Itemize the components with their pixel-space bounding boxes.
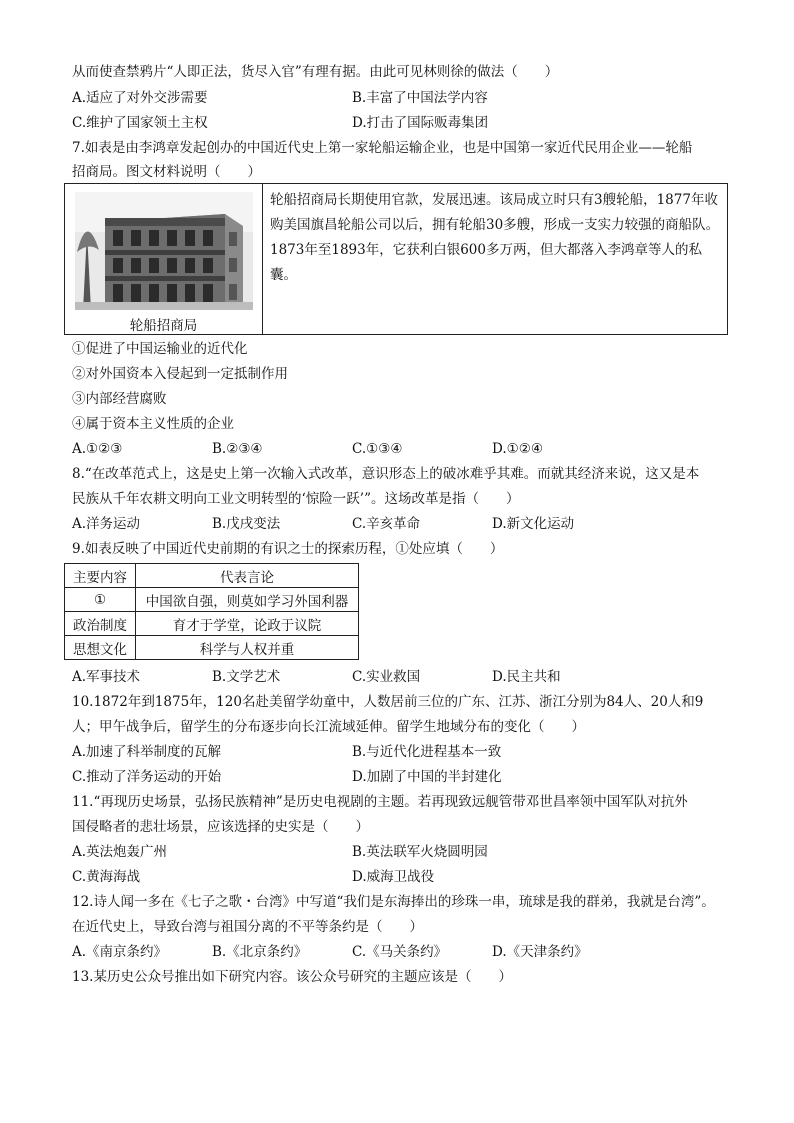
q9-option-b: B.文学艺术 — [212, 669, 281, 685]
q10-option-d: D.加剧了中国的半封建化 — [352, 769, 502, 785]
q11-option-b: B.英法联军火烧圆明园 — [352, 844, 488, 860]
table-cell: 政治制度 — [65, 612, 136, 636]
q7-statement-1: ①促进了中国运输业的近代化 — [72, 341, 248, 357]
q8-option-a: A.洋务运动 — [72, 516, 141, 532]
q9-option-c: C.实业救国 — [352, 669, 421, 685]
q10-stem-line1: 10.1872年到1875年，120名赴美留学幼童中，人数居前三位的广东、江苏、浙江分别为84人、20人和9 — [72, 694, 704, 710]
table-row — [65, 612, 359, 636]
q8-option-c: C.辛亥革命 — [352, 516, 421, 532]
q12-option-c: C.《马关条约》 — [352, 944, 448, 960]
q7-statement-2: ②对外国资本入侵起到一定抵制作用 — [72, 366, 288, 382]
q12-stem-line2: 在近代史上，导致台湾与祖国分离的不平等条约是（ ） — [72, 919, 423, 935]
table-header: 代表言论 — [136, 564, 359, 588]
q7-stem-line1: 7.如表是由李鸿章发起创办的中国近代史上第一家轮船运输企业，也是中国第一家近代民用企业——轮船 — [72, 140, 693, 156]
table-row — [65, 588, 359, 612]
table-header-row — [65, 564, 359, 588]
q6-option-b: B.丰富了中国法学内容 — [352, 90, 488, 106]
q12-stem-line1: 12.诗人闻一多在《七子之歌・台湾》中写道“我们是东海捧出的珍珠一串，琉球是我的群弟，我就是台湾”。 — [72, 894, 715, 910]
table-cell: 科学与人权并重 — [136, 636, 359, 660]
q10-option-c: C.推动了洋务运动的开始 — [72, 769, 222, 785]
q9-stem: 9.如表反映了中国近代史前期的有识之士的探索历程，①处应填（ ） — [72, 541, 504, 557]
q8-option-b: B.戊戌变法 — [212, 516, 281, 532]
q8-option-d: D.新文化运动 — [492, 516, 575, 532]
q7-statement-4: ④属于资本主义性质的企业 — [72, 416, 234, 432]
q12-option-a: A.《南京条约》 — [72, 944, 168, 960]
q6-option-a: A.适应了对外交涉需要 — [72, 90, 208, 106]
q10-option-b: B.与近代化进程基本一致 — [352, 744, 502, 760]
figure-caption: 轮船招商局 — [129, 318, 198, 333]
q7-stem-line2: 招商局。图文材料说明（ ） — [72, 164, 261, 180]
q7-figure-table — [64, 183, 728, 335]
q7-option-b: B.②③④ — [212, 441, 263, 457]
q11-option-a: A.英法炮轰广州 — [72, 844, 168, 860]
figure-text: 轮船招商局长期使用官款，发展迅速。该局成立时只有3艘轮船，1877年收购美国旗昌轮船公司以后，拥有轮船30多艘，形成一支实力较强的商船队。1873年至1893年，它获利白银600多万两，但大都落入李鸿章等人的私囊。 — [270, 192, 720, 283]
table-header: 主要内容 — [65, 564, 136, 588]
q11-stem-line1: 11.“再现历史场景，弘扬民族精神”是历史电视剧的主题。若再现致远舰管带邓世昌率领中国军队对抗外 — [72, 794, 688, 810]
q10-option-a: A.加速了科举制度的瓦解 — [72, 744, 222, 760]
table-cell: 中国欲自强，则莫如学习外国利器 — [136, 588, 359, 612]
table-cell: 思想文化 — [65, 636, 136, 660]
q11-option-d: D.威海卫战役 — [352, 869, 435, 885]
q7-option-c: C.①③④ — [352, 441, 403, 457]
table-cell: 育才于学堂，论政于议院 — [136, 612, 359, 636]
q12-option-d: D.《天津条约》 — [492, 944, 588, 960]
q6-option-d: D.打击了国际贩毒集团 — [352, 115, 489, 131]
q7-statement-3: ③内部经营腐败 — [72, 391, 167, 407]
table-divider — [262, 184, 263, 334]
q7-option-a: A.①②③ — [72, 441, 123, 457]
building-photo — [75, 192, 253, 310]
table-row — [65, 636, 359, 660]
q8-stem-line2: 民族从千年农耕文明向工业文明转型的‘惊险一跃’”。这场改革是指（ ） — [72, 491, 520, 507]
q6-stem-end: 从而使查禁鸦片“人即正法，货尽入官”有理有据。由此可见林则徐的做法（ ） — [72, 64, 559, 80]
q9-table — [64, 563, 359, 660]
table-cell: ① — [65, 588, 136, 612]
q6-option-c: C.维护了国家领土主权 — [72, 115, 208, 131]
q12-option-b: B.《北京条约》 — [212, 944, 308, 960]
q11-option-c: C.黄海海战 — [72, 869, 141, 885]
q7-option-d: D.①②④ — [492, 441, 543, 457]
q13-stem: 13.某历史公众号推出如下研究内容。该公众号研究的主题应该是（ ） — [72, 969, 512, 985]
q11-stem-line2: 国侵略者的悲壮场景，应该选择的史实是（ ） — [72, 819, 369, 835]
q8-stem-line1: 8.“在改革范式上，这是史上第一次输入式改革，意识形态上的破冰难乎其难。而就其经济来说，这又是本 — [72, 466, 700, 482]
q9-option-d: D.民主共和 — [492, 669, 561, 685]
q10-stem-line2: 人；甲午战争后，留学生的分布逐步向长江流域延伸。留学生地域分布的变化（ ） — [72, 719, 585, 735]
q9-option-a: A.军事技术 — [72, 669, 141, 685]
